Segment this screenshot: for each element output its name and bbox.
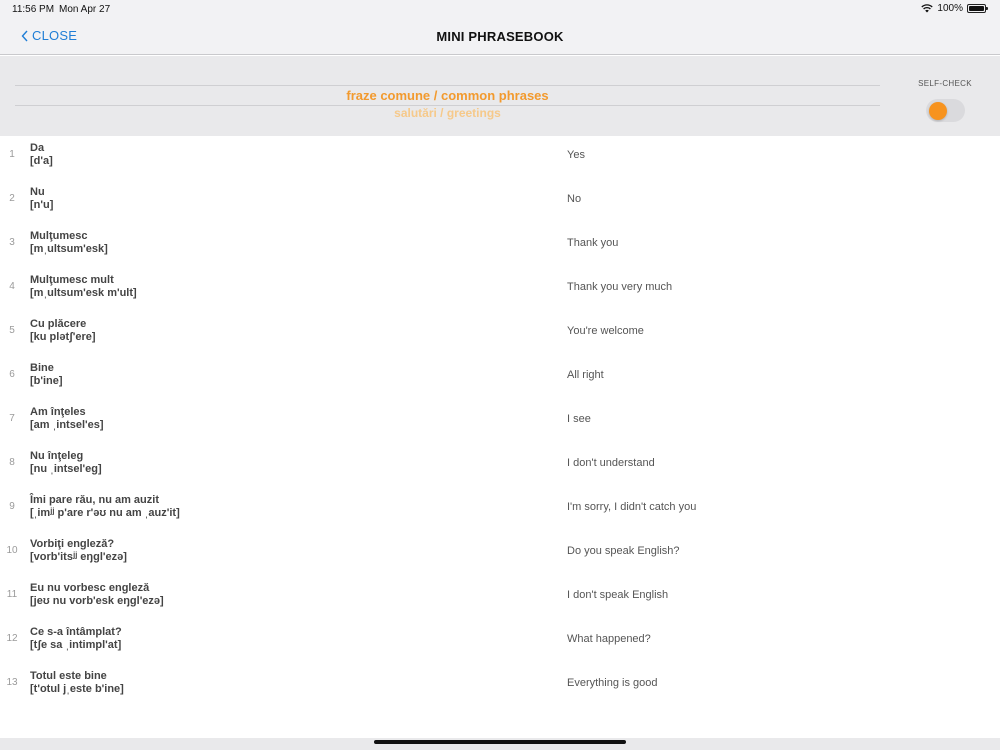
romanian-phrase: Nu: [30, 186, 45, 198]
battery-percent: 100%: [937, 3, 963, 14]
phrase-row[interactable]: [0, 664, 1000, 708]
phrase-row[interactable]: [0, 488, 1000, 532]
phrase-row[interactable]: [0, 444, 1000, 488]
english-translation: You're welcome: [567, 325, 644, 337]
close-label: CLOSE: [32, 28, 78, 43]
row-number: 2: [9, 193, 15, 204]
english-translation: No: [567, 193, 582, 205]
transcription: [tʃe sa ˌintimpl'at]: [30, 639, 122, 651]
phrase-row[interactable]: [0, 136, 1000, 180]
transcription: [mˌultsum'esk]: [30, 243, 108, 255]
romanian-phrase: Da: [30, 142, 45, 154]
transcription: [am ˌintsel'es]: [30, 419, 104, 431]
toggle-knob: [929, 102, 947, 120]
phrase-list: [0, 136, 1000, 738]
phrase-row[interactable]: [0, 356, 1000, 400]
picker-selected-option[interactable]: fraze comune / common phrases: [346, 88, 549, 103]
page-title: MINI PHRASEBOOK: [436, 29, 564, 44]
romanian-phrase: Ce s-a întâmplat?: [30, 626, 122, 638]
english-translation: What happened?: [567, 633, 651, 645]
phrase-row[interactable]: [0, 268, 1000, 312]
row-number: 7: [9, 413, 15, 424]
status-date: Mon Apr 27: [59, 4, 111, 15]
english-translation: I'm sorry, I didn't catch you: [567, 501, 697, 513]
category-picker[interactable]: [0, 56, 1000, 136]
row-number: 6: [9, 369, 15, 380]
phrase-row[interactable]: [0, 576, 1000, 620]
phrase-row[interactable]: [0, 620, 1000, 664]
romanian-phrase: Am înţeles: [30, 406, 86, 418]
english-translation: All right: [567, 369, 604, 381]
romanian-phrase: Mulţumesc mult: [30, 274, 114, 286]
transcription: [jeʊ nu vorb'esk eŋgl'ezə]: [30, 595, 164, 607]
self-check-label: SELF-CHECK: [918, 79, 972, 88]
english-translation: I don't understand: [567, 457, 655, 469]
row-number: 11: [6, 589, 18, 600]
row-number: 13: [6, 677, 18, 688]
battery-icon: [967, 4, 986, 13]
picker-divider-top: [15, 85, 880, 86]
romanian-phrase: Vorbiţi engleză?: [30, 538, 115, 550]
english-translation: Thank you very much: [567, 281, 673, 293]
romanian-phrase: Îmi pare rău, nu am auzit: [30, 494, 159, 506]
status-right: [921, 3, 986, 14]
row-number: 5: [9, 325, 15, 336]
transcription: [d'a]: [30, 155, 53, 167]
row-number: 4: [9, 281, 15, 292]
transcription: [vorb'itsʲʲ eŋgl'ezə]: [30, 551, 127, 563]
romanian-phrase: Nu înţeleg: [30, 450, 84, 462]
self-check-toggle[interactable]: [926, 99, 965, 122]
english-translation: Everything is good: [567, 677, 658, 689]
navigation-bar: [0, 18, 1000, 55]
transcription: [ˌimʲʲ p'are r'əʊ nu am ˌauz'it]: [30, 507, 180, 519]
transcription: [mˌultsum'esk m'ult]: [30, 287, 137, 299]
row-number: 3: [9, 237, 15, 248]
phrase-row[interactable]: [0, 532, 1000, 576]
transcription: [nu ˌintsel'eg]: [30, 463, 102, 475]
wifi-icon: [921, 4, 933, 13]
romanian-phrase: Mulţumesc: [30, 230, 88, 242]
row-number: 10: [6, 545, 18, 556]
romanian-phrase: Bine: [30, 362, 54, 374]
english-translation: Yes: [567, 149, 585, 161]
transcription: [n'u]: [30, 199, 54, 211]
romanian-phrase: Totul este bine: [30, 670, 107, 682]
row-number: 12: [6, 633, 18, 644]
english-translation: I see: [567, 413, 591, 425]
english-translation: Thank you: [567, 237, 619, 249]
romanian-phrase: Eu nu vorbesc engleză: [30, 582, 150, 594]
phrase-row[interactable]: [0, 224, 1000, 268]
phrase-row[interactable]: [0, 312, 1000, 356]
picker-option-next[interactable]: salutări / greetings: [394, 106, 501, 120]
transcription: [t'otul jˌeste b'ine]: [30, 683, 124, 695]
english-translation: I don't speak English: [567, 589, 669, 601]
phrase-row[interactable]: [0, 400, 1000, 444]
romanian-phrase: Cu plăcere: [30, 318, 87, 330]
row-number: 1: [9, 149, 15, 160]
home-indicator[interactable]: [374, 740, 626, 744]
status-bar: [0, 0, 1000, 18]
status-time: 11:56 PM: [12, 4, 55, 15]
transcription: [b'ine]: [30, 375, 63, 387]
english-translation: Do you speak English?: [567, 545, 680, 557]
row-number: 9: [9, 501, 15, 512]
row-number: 8: [9, 457, 15, 468]
phrase-row[interactable]: [0, 180, 1000, 224]
transcription: [ku plətʃ'ere]: [30, 331, 96, 343]
